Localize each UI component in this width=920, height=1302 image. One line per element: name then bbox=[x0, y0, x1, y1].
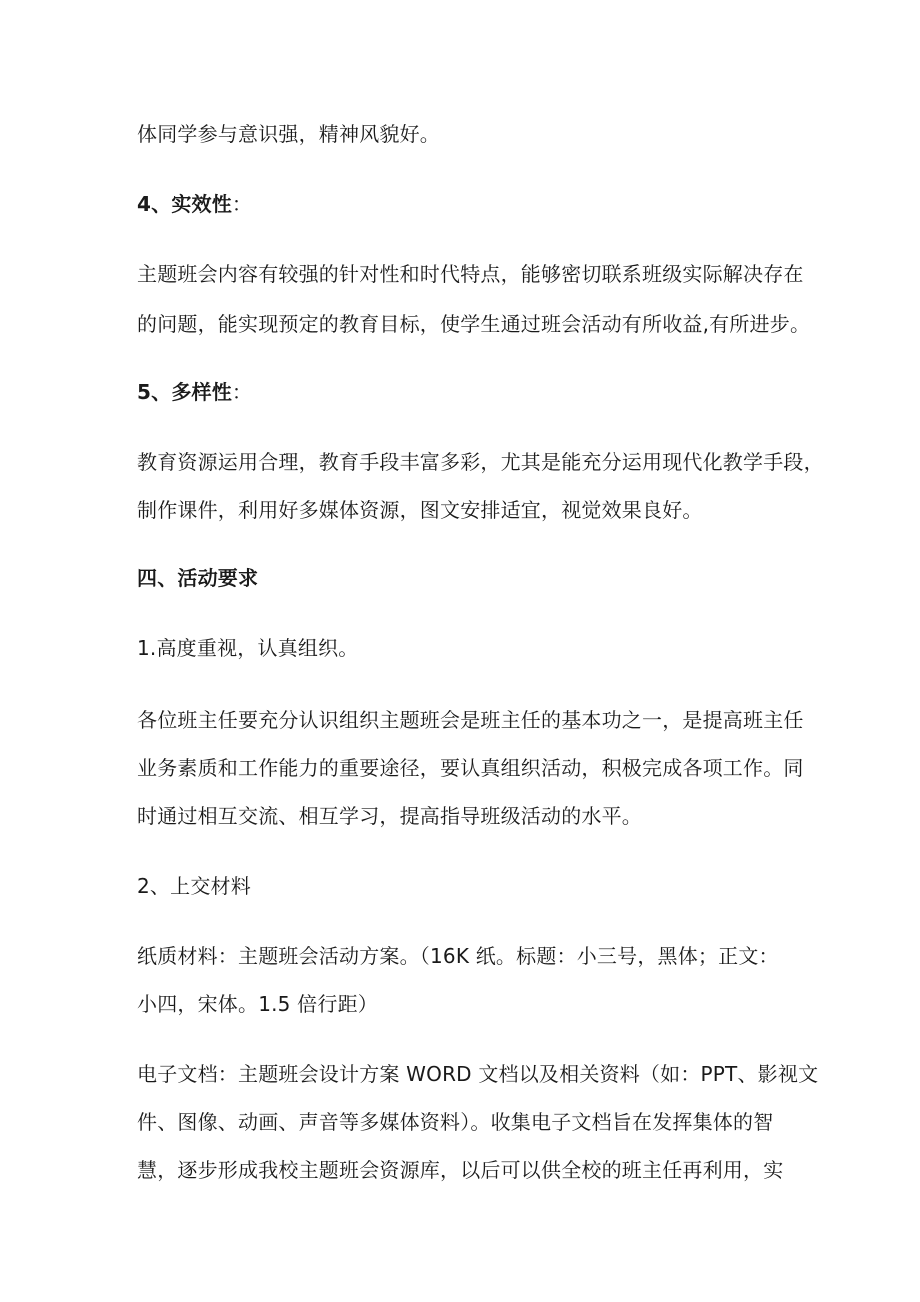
paragraph-line: 各位班主任要充分认识组织主题班会是班主任的基本功之一，是提高班主任 bbox=[137, 708, 804, 732]
paragraph-line: 件、图像、动画、声音等多媒体资料）。收集电子文档旨在发挥集体的智 bbox=[137, 1110, 774, 1134]
item-title-2: 2、上交材料 bbox=[137, 874, 251, 898]
paragraph-line: 的问题，能实现预定的教育目标，使学生通过班会活动有所收益,有所进步。 bbox=[137, 312, 811, 336]
paragraph-line: 制作课件，利用好多媒体资源，图文安排适宜，视觉效果良好。 bbox=[137, 498, 703, 522]
paragraph-line: 教育资源运用合理，教育手段丰富多彩，尤其是能充分运用现代化教学手段， bbox=[137, 450, 824, 474]
paragraph-line: 小四，宋体。1.5 倍行距） bbox=[137, 992, 378, 1016]
paragraph-line: 主题班会内容有较强的针对性和时代特点，能够密切联系班级实际解决存在 bbox=[137, 262, 804, 286]
paragraph-line: 业务素质和工作能力的重要途径，要认真组织活动，积极完成各项工作。同 bbox=[137, 756, 804, 780]
heading-effectiveness bbox=[137, 192, 252, 216]
heading-colon: ： bbox=[231, 380, 253, 404]
paragraph-line: 体同学参与意识强，精神风貌好。 bbox=[137, 122, 440, 146]
paragraph-line: 电子文档：主题班会设计方案 WORD 文档以及相关资料（如：PPT、影视文 bbox=[137, 1062, 819, 1086]
heading-diversity bbox=[137, 380, 252, 404]
paragraph-line: 慧，逐步形成我校主题班会资源库，以后可以供全校的班主任再利用，实 bbox=[137, 1158, 784, 1182]
section-title-requirements: 四、活动要求 bbox=[137, 566, 259, 590]
heading-label: 5、多样性 bbox=[137, 380, 232, 404]
paragraph-line: 时通过相互交流、相互学习，提高指导班级活动的水平。 bbox=[137, 804, 642, 828]
item-title-1: 1.高度重视，认真组织。 bbox=[137, 636, 359, 660]
heading-label: 4、实效性 bbox=[137, 192, 232, 216]
heading-colon: ： bbox=[231, 192, 253, 216]
paragraph-line: 纸质材料：主题班会活动方案。（16K 纸。标题：小三号，黑体；正文： bbox=[137, 944, 779, 968]
